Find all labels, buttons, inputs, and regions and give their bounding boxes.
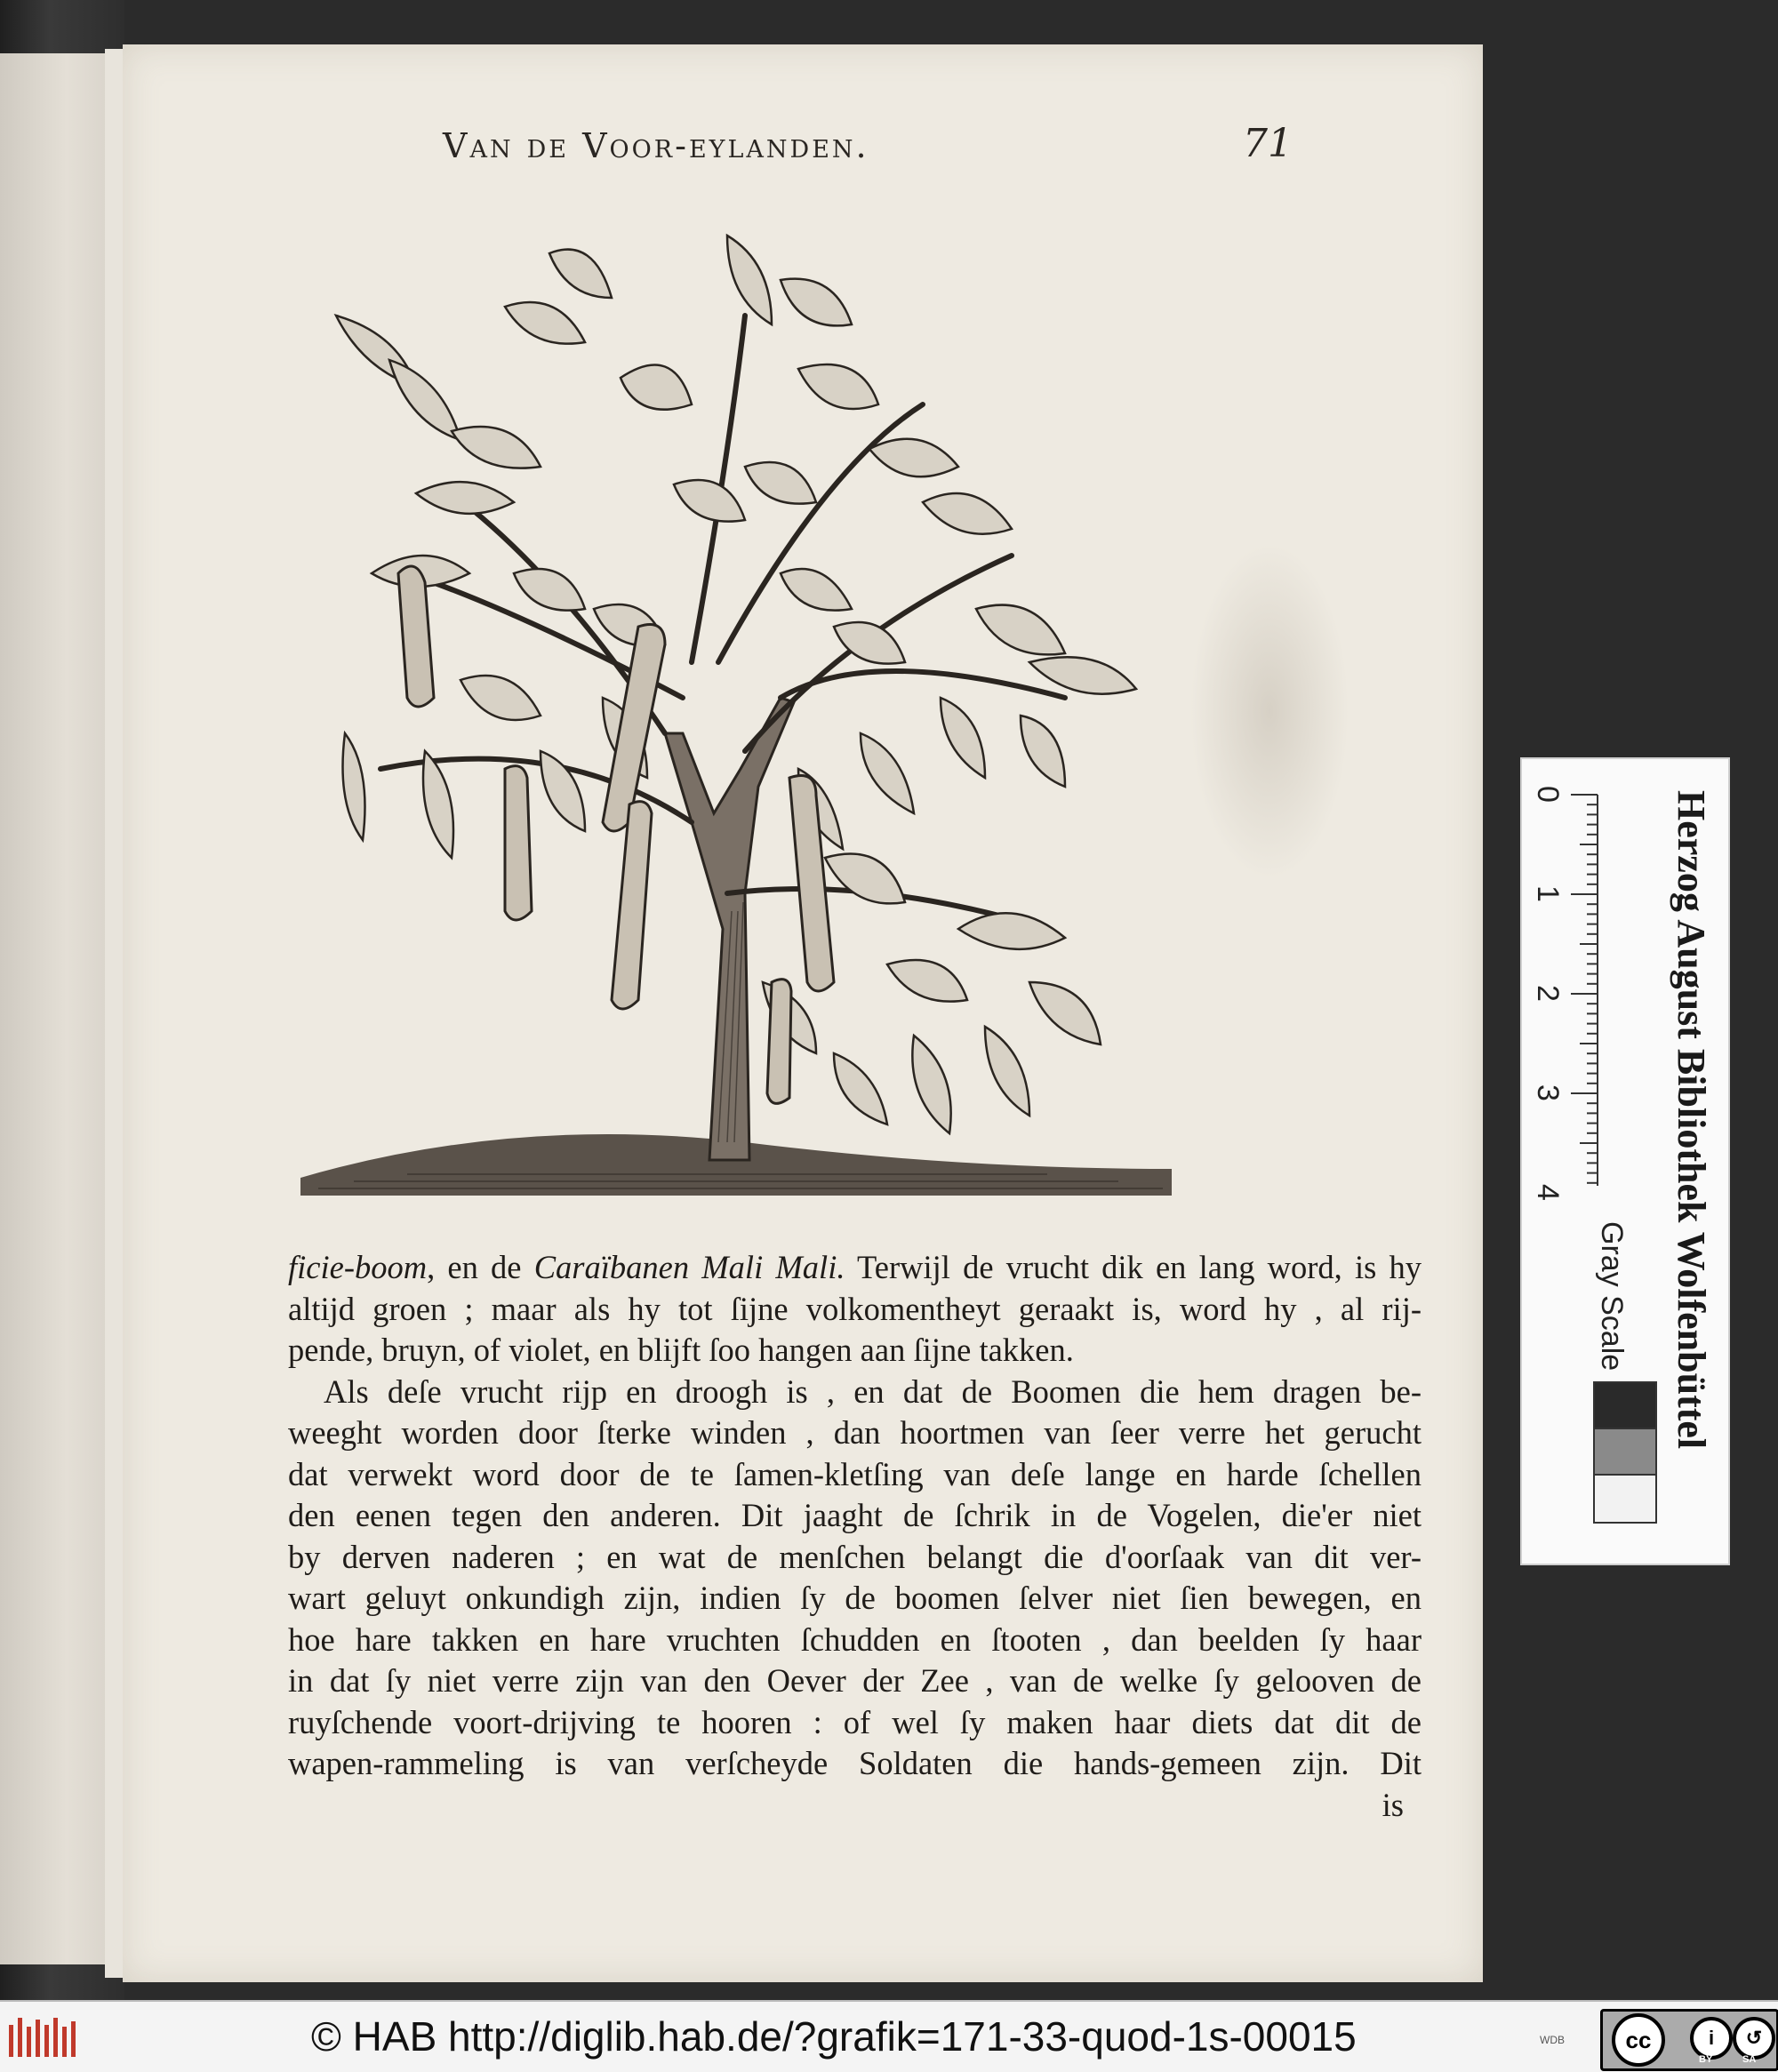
text-line-10: hoe hare takken en hare vruchten ſchudden en ſtooten , dan beelden ſy haar	[288, 1620, 1422, 1658]
text-line-8: by derven naderen ; en wat de menſchen belangt die d'oorſaak van dit ver-	[288, 1538, 1422, 1575]
book-page	[123, 44, 1483, 1982]
color-scale-card	[1520, 757, 1730, 1565]
sa-icon: ↺	[1733, 2017, 1775, 2060]
text-line-12: ruyſchende voort-drijving te hooren : of wel ſy maken haar diets dat dit de	[288, 1703, 1422, 1740]
text-line-4: Als deſe vrucht rijp en droogh is , en dat de Boomen die hem dragen be-	[324, 1372, 1422, 1410]
sa-label: SA	[1742, 2054, 1757, 2065]
cc-license-badge[interactable]	[1600, 2009, 1778, 2071]
swatch-dark	[1593, 1381, 1657, 1431]
ruler-number: 3	[1531, 1084, 1565, 1101]
wdb-mark: WDB	[1540, 2034, 1565, 2046]
text-line-6: dat verwekt word door de te ſamen-kletſing van deſe lange en harde ſchellen	[288, 1455, 1422, 1492]
ruler	[1522, 759, 1602, 1564]
gray-scale-label: Gray Scale	[1595, 1221, 1629, 1372]
copyright-url[interactable]: © HAB http://diglib.hab.de/?grafik=171-33-quod-1s-00015	[311, 2013, 1357, 2060]
catchword: is	[1382, 1786, 1404, 1823]
ruler-number: 0	[1531, 786, 1565, 803]
by-label: BY	[1699, 2054, 1713, 2065]
swatch-light	[1593, 1474, 1657, 1524]
cc-icon: cc	[1612, 2013, 1665, 2067]
ruler-number: 1	[1531, 885, 1565, 902]
text-line-1: ficie-boom, en de Caraïbanen Mali Mali. Terwijl de vrucht dik en lang word, is hy	[288, 1249, 1422, 1285]
running-header: Van de Voor-eylanden.	[443, 126, 869, 165]
seed-pod	[398, 566, 434, 707]
page-number: 71	[1243, 121, 1293, 166]
text-line-2: altijd groen ; maar als hy tot ſijne volkomentheyt geraakt is, word hy , al rij-	[288, 1290, 1422, 1327]
text-line-7: den eenen tegen den anderen. Dit jaaght de ſchrik in de Vogelen, die'er niet	[288, 1497, 1422, 1533]
text-line-11: in dat ſy niet verre zijn van den Oever der Zee , van de welke ſy gelooven de	[288, 1662, 1422, 1699]
footer-bar	[0, 2000, 1778, 2072]
ruler-number: 4	[1531, 1184, 1565, 1201]
swatch-mid	[1593, 1428, 1657, 1477]
text-line-9: wart geluyt onkundigh zijn, indien ſy de boomen ſelver niet ſien bewegen, en	[288, 1580, 1422, 1616]
by-icon: i	[1690, 2017, 1733, 2060]
hab-logo-icon	[7, 2014, 78, 2060]
text-line-3: pende, bruyn, of violet, en blijft ſoo hangen aan ſijne takken.	[288, 1332, 1074, 1368]
text-line-5: weeght worden door ſterke winden , dan hoortmen van ſeer verre het gerucht	[288, 1414, 1422, 1451]
institution-name: Herzog August Bibliothek Wolfenbüttel	[1670, 790, 1713, 1450]
seed-pod	[767, 980, 791, 1104]
text-line-13: wapen-rammeling is van verſcheyde Soldaten die hands-gemeen zijn. Dit	[288, 1745, 1422, 1781]
seed-pod	[612, 802, 652, 1009]
ruler-number: 2	[1531, 985, 1565, 1002]
previous-page-edge	[0, 53, 111, 1964]
tree-engraving	[247, 200, 1296, 1222]
body-text	[288, 1247, 1422, 1826]
seed-pod	[505, 766, 532, 920]
